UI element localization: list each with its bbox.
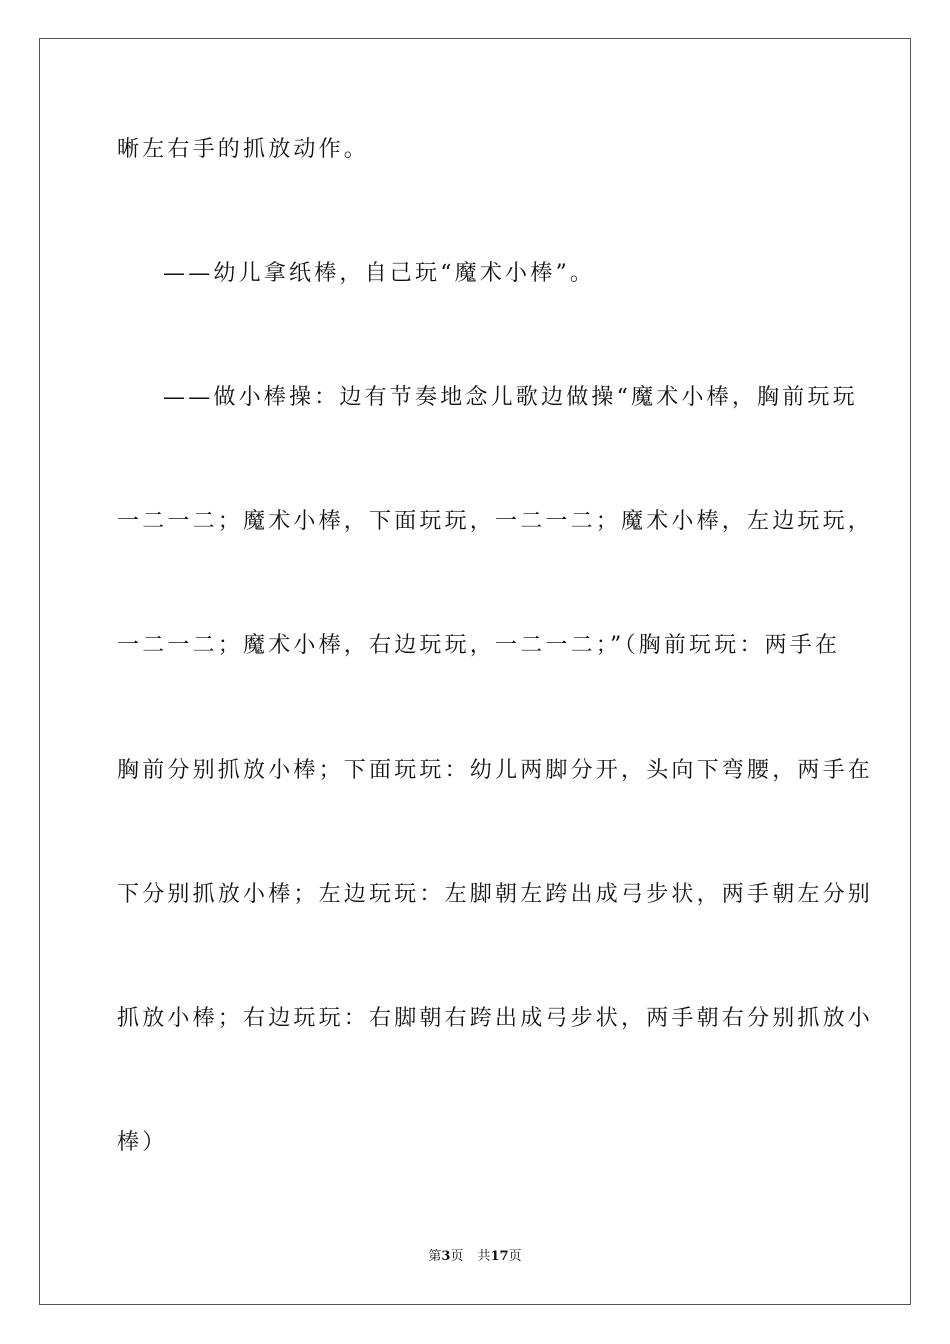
text-line-2: ——幼儿拿纸棒，自己玩“魔术小棒”。 [163,261,596,286]
text-line-5: 一二一二；魔术小棒，右边玩玩，一二一二；”（胸前玩玩：两手在 [117,633,841,658]
text-line-7: 下分别抓放小棒；左边玩玩：左脚朝左跨出成弓步状，两手朝左分别 [117,882,874,907]
text-line-6: 胸前分别抓放小棒；下面玩玩：幼儿两脚分开，头向下弯腰，两手在 [117,758,874,783]
page-footer [0,1248,950,1266]
text-line-9: 棒） [117,1130,168,1155]
text-line-1: 晰左右手的抓放动作。 [117,137,370,162]
text-line-4: 一二一二；魔术小棒，下面玩玩，一二一二；魔术小棒，左边玩玩， [117,509,874,534]
total-prefix: 共 [477,1249,491,1264]
text-line-8: 抓放小棒；右边玩玩：右脚朝右跨出成弓步状，两手朝右分别抓放小 [117,1006,874,1031]
total-suffix: 页 [508,1249,522,1264]
page-border [39,38,911,1305]
total-pages: 17 [490,1249,509,1264]
page-number: 3 [441,1249,451,1264]
page-prefix: 第 [428,1249,442,1264]
page-suffix: 页 [450,1249,464,1264]
text-line-3: ——做小棒操：边有节奏地念儿歌边做操“魔术小棒，胸前玩玩 [163,385,858,410]
